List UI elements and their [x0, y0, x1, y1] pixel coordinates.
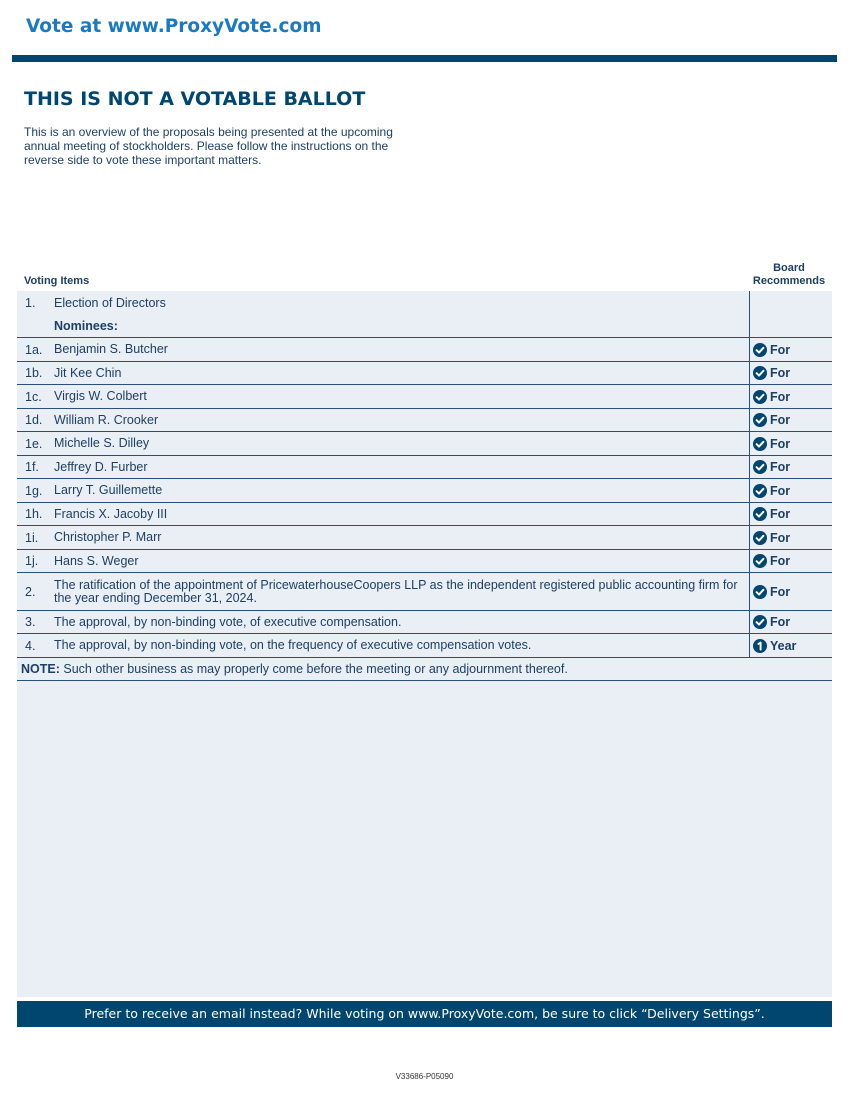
table-row: [17, 385, 832, 409]
item-text: Jeffrey D. Furber: [54, 459, 148, 474]
table-row: [17, 362, 832, 385]
table-row: [17, 432, 832, 456]
item-number: 2.: [25, 584, 36, 599]
table-row: [17, 526, 832, 550]
note-text: [17, 662, 832, 676]
check-circle-icon: [753, 366, 767, 380]
board-recommendation: [749, 634, 832, 657]
board-recommendation: [749, 291, 832, 315]
board-recommendation: [749, 432, 832, 455]
check-circle-icon: [753, 615, 767, 629]
check-circle-icon: [753, 390, 767, 404]
board-recommendation: [749, 479, 832, 502]
item-text: Michelle S. Dilley: [54, 436, 150, 451]
check-circle-icon: [753, 585, 767, 599]
board-recommendation: [749, 611, 832, 633]
check-circle-icon: [753, 413, 767, 427]
intro-text: This is an overview of the proposals being presented at the upcoming annual meeting of stockholders. Please follow the instructions on the reverse side to vote these important matters.: [24, 125, 393, 167]
board-recommendation: [749, 338, 832, 361]
table-row: [17, 479, 832, 503]
proxyvote-link[interactable]: Vote at www.ProxyVote.com: [26, 16, 322, 37]
board-recommends-header: [749, 262, 829, 288]
board-recommendation: [749, 362, 832, 384]
item-number: 1f.: [25, 460, 39, 474]
board-recommendation: [749, 409, 832, 431]
board-recommendation: [749, 456, 832, 478]
recommendation-text: For: [770, 483, 791, 498]
page-title: THIS IS NOT A VOTABLE BALLOT: [24, 88, 366, 110]
table-row: [17, 409, 832, 432]
header-rule: [12, 55, 837, 62]
board-recommendation: [749, 550, 832, 572]
recommendation-text: For: [770, 366, 791, 380]
voting-items-header: Voting Items: [24, 275, 90, 287]
item-number: 1h.: [25, 507, 43, 521]
check-circle-icon: [753, 437, 767, 451]
item-number: 1c.: [25, 389, 42, 404]
board-recommendation: [749, 385, 832, 408]
note-row: [17, 658, 832, 681]
table-row: [17, 291, 832, 315]
item-text: The approval, by non-binding vote, on the frequency of executive compensation votes.: [54, 638, 532, 653]
recommendation-text: For: [770, 584, 791, 599]
voting-items-table: [17, 291, 832, 681]
table-row: [17, 338, 832, 362]
recommendation-text: For: [770, 460, 791, 474]
board-recommendation: [749, 526, 832, 549]
check-circle-icon: [753, 531, 767, 545]
recommendation-text: For: [770, 389, 791, 404]
recommendation-text: For: [770, 530, 791, 545]
check-circle-icon: [753, 484, 767, 498]
table-row: [17, 573, 832, 611]
item-text: Larry T. Guillemette: [54, 483, 163, 498]
recommendation-text: For: [770, 615, 791, 629]
item-text: Virgis W. Colbert: [54, 389, 147, 404]
board-recommendation: [749, 315, 832, 337]
item-text: William R. Crooker: [54, 412, 159, 427]
document-code: V33686-P05090: [395, 1072, 454, 1081]
item-number: 1g.: [25, 483, 43, 498]
recommendation-text: Year: [770, 638, 797, 653]
item-number: 4.: [25, 638, 36, 653]
board-header-line2: Recommends: [752, 275, 826, 287]
number-one-circle-icon: [753, 639, 767, 653]
item-number: 1.: [25, 296, 36, 310]
item-text: Benjamin S. Butcher: [54, 342, 168, 357]
item-number: 1d.: [25, 413, 43, 427]
item-number: 1j.: [25, 554, 39, 568]
item-text: Hans S. Weger: [54, 553, 139, 568]
recommendation-text: For: [770, 554, 791, 568]
nominees-label: Nominees:: [54, 318, 118, 333]
recommendation-text: For: [770, 413, 791, 427]
item-text: The approval, by non-binding vote, of executive compensation.: [54, 614, 402, 629]
board-header-line1: Board: [773, 262, 805, 274]
recommendation-text: For: [770, 436, 791, 451]
check-circle-icon: [753, 343, 767, 357]
item-text: Jit Kee Chin: [54, 365, 122, 380]
delivery-settings-banner: Prefer to receive an email instead? While voting on www.ProxyVote.com, be sure to click “Delivery Settings”.: [17, 1001, 832, 1027]
item-text: Francis X. Jacoby III: [54, 506, 168, 521]
item-number: 3.: [25, 615, 36, 629]
item-text: Christopher P. Marr: [54, 530, 162, 545]
table-row: [17, 550, 832, 573]
table-row: [17, 611, 832, 634]
recommendation-text: For: [770, 342, 791, 357]
item-number: 1b.: [25, 366, 43, 380]
item-text: The ratification of the appointment of PricewaterhouseCoopers LLP as the independent registered public accounting firm for the year ending December 31, 2024.: [54, 578, 738, 605]
table-row: [17, 456, 832, 479]
table-row: [17, 634, 832, 658]
item-number: 1a.: [25, 342, 43, 357]
board-recommendation: [749, 573, 832, 610]
note-body: Such other business as may properly come before the meeting or any adjournment thereof.: [59, 662, 568, 676]
note-label: NOTE:: [21, 662, 60, 676]
table-row: [17, 315, 832, 338]
table-row: [17, 503, 832, 526]
check-circle-icon: [753, 460, 767, 474]
check-circle-icon: [753, 554, 767, 568]
item-text: Election of Directors: [54, 295, 166, 310]
item-number: 1i.: [25, 530, 39, 545]
recommendation-text: For: [770, 507, 791, 521]
item-number: 1e.: [25, 436, 43, 451]
check-circle-icon: [753, 507, 767, 521]
board-recommendation: [749, 503, 832, 525]
